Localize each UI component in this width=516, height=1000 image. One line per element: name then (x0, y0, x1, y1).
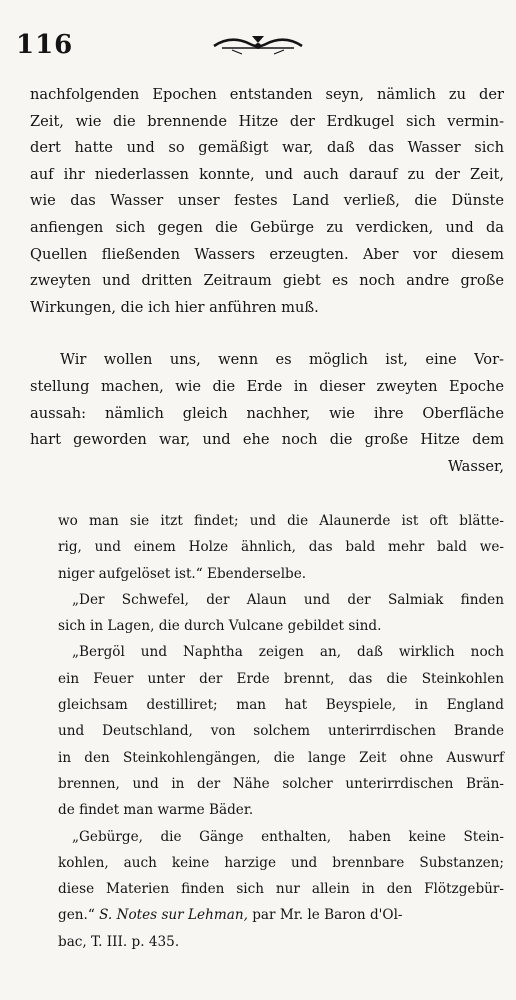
note-line: ein Feuer unter der Erde brennt, das die Steinkohlen (58, 670, 504, 687)
note-line: brennen, und in der Nähe solcher unterirrdischen Brän- (58, 775, 504, 792)
text-line: Quellen fließenden Wassers erzeugten. Aber vor diesem (30, 245, 504, 263)
note-line: „Der Schwefel, der Alaun und der Salmiak finden (72, 591, 504, 608)
citation-title: S. Notes sur Lehman, (99, 907, 248, 924)
text-line: anfiengen sich gegen die Gebürge zu verdicken, und da (30, 218, 504, 236)
paragraph-gap (30, 321, 504, 347)
note-line: kohlen, auch keine harzige und brennbare Substanzen; (58, 854, 504, 871)
text-line: Wir wollen uns, wenn es möglich ist, eine Vor- (60, 351, 504, 369)
note-line: de findet man warme Bäder. (58, 802, 254, 819)
note-line: rig, und einem Holze ähnlich, das bald mehr bald we- (58, 539, 504, 556)
text-line: zweyten und dritten Zeitraum giebt es noch andre große (30, 272, 504, 290)
decorative-vignette-icon (212, 30, 304, 56)
note-text: gen.“ (58, 907, 100, 924)
text-line: stellung machen, wie die Erde in dieser zweyten Epoche (30, 377, 504, 395)
note-line: bac, T. III. p. 435. (58, 933, 180, 950)
note-line: „Bergöl und Naphtha zeigen an, daß wirklich noch (72, 644, 504, 661)
note-line: sich in Lagen, die durch Vulcane gebildet sind. (58, 618, 382, 635)
note-text: par Mr. le Baron d'Ol- (247, 907, 403, 924)
note-line: in den Steinkohlengängen, die lange Zeit ohne Auswurf (58, 749, 504, 766)
note-line: diese Materien finden sich nur allein in den Flötzgebür- (58, 881, 504, 898)
text-line: dert hatte und so gemäßigt war, daß das Wasser sich (30, 139, 504, 157)
note-line: gleichsam destilliret; man hat Beyspiele, in England (58, 697, 504, 714)
page-number: 116 (16, 30, 74, 60)
text-line: hart geworden war, und ehe noch die große Hitze dem (30, 431, 504, 449)
catchword: Wasser, (447, 457, 504, 475)
text-line: auf ihr niederlassen konnte, und auch darauf zu der Zeit, (30, 165, 504, 183)
note-line: wo man sie itzt findet; und die Alaunerde ist oft blätte- (58, 513, 504, 529)
text-line: Zeit, wie die brennende Hitze der Erdkugel sich vermin- (30, 112, 504, 130)
note-line: niger aufgelöset ist.“ Ebenderselbe. (58, 565, 307, 582)
main-text (30, 82, 504, 480)
note-line-with-citation (58, 902, 504, 928)
note-line: und Deutschland, von solchem unterirrdischen Brande (58, 723, 504, 740)
text-line: wie das Wasser unser festes Land verließ, die Dünste (30, 192, 504, 210)
text-line: Wirkungen, die ich hier anführen muß. (30, 298, 319, 316)
text-line: nachfolgenden Epochen entstanden seyn, nämlich zu der (30, 86, 504, 103)
text-line: aussah: nämlich gleich nachher, wie ihre Oberfläche (30, 404, 504, 422)
note-line: „Gebürge, die Gänge enthalten, haben keine Stein- (72, 828, 504, 845)
footnotes (58, 508, 504, 955)
